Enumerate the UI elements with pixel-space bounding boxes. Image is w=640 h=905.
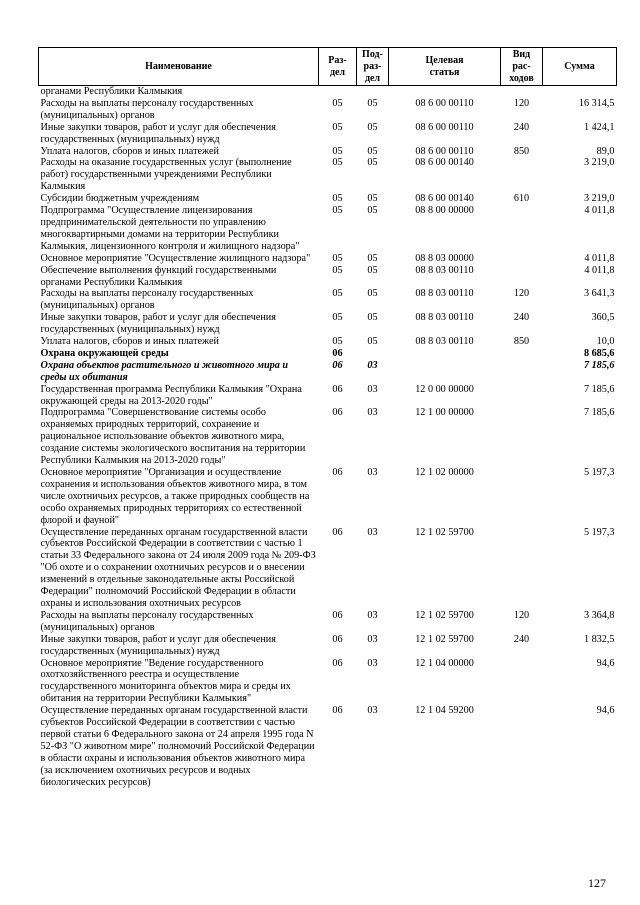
table-row	[39, 122, 617, 146]
row-expense-type	[501, 407, 543, 467]
header-name: Наименование	[39, 48, 319, 86]
table-row	[39, 288, 617, 312]
row-expense-type: 610	[513, 193, 530, 205]
row-target: 08 6 00 00140	[415, 157, 474, 169]
row-target	[389, 360, 501, 384]
row-expense-type: 120	[513, 97, 530, 109]
table-body	[39, 86, 617, 789]
row-target: 12 0 00 00000	[415, 383, 474, 395]
row-target	[389, 348, 501, 360]
row-amount: 4 011,8	[584, 205, 615, 217]
row-subsection: 05	[367, 264, 378, 276]
row-target: 12 1 04 59200	[415, 705, 474, 717]
row-name: органами Республики Калмыкия	[40, 86, 183, 97]
row-section: 05	[332, 264, 343, 276]
row-section: 05	[332, 312, 343, 324]
row-target: 08 6 00 00110	[415, 97, 474, 109]
row-expense-type	[501, 705, 543, 788]
row-section: 06	[332, 359, 343, 371]
table-row	[39, 312, 617, 336]
row-subsection: 05	[367, 145, 378, 157]
row-expense-type: 850	[513, 336, 530, 348]
table-row	[39, 658, 617, 706]
row-target	[389, 86, 501, 98]
row-subsection: 03	[367, 657, 378, 669]
row-subsection: 03	[367, 705, 378, 717]
row-amount: 94,6	[596, 657, 615, 669]
row-target: 08 8 03 00110	[415, 264, 474, 276]
row-name: Охрана окружающей среды	[40, 347, 169, 359]
row-subsection	[357, 86, 389, 98]
row-expense-type	[501, 658, 543, 706]
row-amount: 1 832,5	[583, 633, 615, 645]
row-amount: 360,5	[591, 312, 615, 324]
table-row	[39, 86, 617, 98]
table-row	[39, 205, 617, 253]
row-section: 05	[332, 252, 343, 264]
row-subsection: 05	[367, 336, 378, 348]
row-name: Осуществление переданных органам государственной власти субъектов Российской Федерации в соответствии с частью 1 статьи 33 Федерального закона от 24 июля 2009 года № 209-ФЗ "Об охоте и о сохранении охотничьих ресурсов и о внесении изменений в отдельные законодательные акты Российской Федерации" полномочий Российской Федерации в области охраны и использования охотничьих ресурсов	[40, 526, 316, 609]
row-subsection: 03	[367, 359, 378, 371]
row-subsection	[357, 348, 389, 360]
header-amount: Сумма	[543, 48, 617, 86]
row-amount: 1 424,1	[583, 121, 615, 133]
table-row	[39, 407, 617, 467]
row-subsection: 05	[367, 312, 378, 324]
page-number: 127	[588, 876, 606, 890]
row-subsection: 05	[367, 97, 378, 109]
row-name: Расходы на выплаты персоналу государственных (муниципальных) органов	[40, 97, 254, 121]
table-row	[39, 157, 617, 193]
table-row	[39, 527, 617, 610]
table-row	[39, 634, 617, 658]
row-expense-type: 240	[513, 121, 530, 133]
row-amount: 5 197,3	[583, 467, 615, 478]
row-name: Уплата налогов, сборов и иных платежей	[40, 336, 219, 348]
row-section: 06	[332, 705, 343, 717]
row-subsection: 03	[367, 633, 378, 645]
row-expense-type	[501, 205, 543, 253]
row-subsection: 05	[367, 288, 378, 300]
row-expense-type: 850	[513, 145, 530, 157]
row-target: 08 8 03 00110	[415, 336, 474, 348]
row-amount: 89,0	[596, 145, 615, 157]
row-section: 05	[332, 121, 343, 133]
row-subsection: 05	[367, 205, 378, 217]
row-target: 12 1 04 00000	[415, 657, 474, 669]
header-target: Целевая статья	[389, 48, 501, 86]
row-target: 08 6 00 00110	[415, 145, 474, 157]
row-section: 06	[332, 407, 343, 419]
table-row	[39, 467, 617, 527]
row-amount: 4 011,8	[584, 252, 615, 264]
row-subsection: 03	[367, 407, 378, 419]
row-expense-type: 120	[513, 609, 530, 621]
row-section: 05	[332, 157, 343, 169]
row-section: 06	[332, 383, 343, 395]
row-name: Расходы на оказание государственных услуг (выполнение работ) государственными учреждениями Республики Калмыкия	[40, 157, 292, 193]
row-section	[319, 86, 357, 98]
row-target: 08 8 03 00110	[415, 312, 474, 324]
row-name: Расходы на выплаты персоналу государственных (муниципальных) органов	[40, 288, 254, 312]
row-name: Субсидии бюджетным учреждениям	[40, 193, 200, 205]
budget-table	[38, 47, 617, 788]
row-subsection: 05	[367, 121, 378, 133]
row-target: 12 1 00 00000	[415, 407, 474, 419]
row-amount: 7 185,6	[583, 359, 615, 371]
row-expense-type	[501, 265, 543, 289]
row-expense-type	[501, 360, 543, 384]
row-section: 05	[332, 205, 343, 217]
table-row	[39, 253, 617, 265]
row-section: 05	[332, 145, 343, 157]
header-section: Раз- дел	[319, 48, 357, 86]
row-expense-type	[501, 157, 543, 193]
table-row	[39, 705, 617, 788]
row-amount: 3 219,0	[583, 157, 615, 169]
row-amount: 7 185,6	[583, 383, 615, 395]
row-section: 05	[332, 97, 343, 109]
row-subsection: 05	[367, 252, 378, 264]
row-target: 08 8 00 00000	[415, 205, 474, 217]
row-name: Расходы на выплаты персоналу государственных (муниципальных) органов	[40, 609, 254, 633]
row-target: 08 6 00 00110	[415, 121, 474, 133]
row-name: Иные закупки товаров, работ и услуг для обеспечения государственных (муниципальных) нужд	[40, 121, 276, 145]
table-row	[39, 146, 617, 158]
header-subsection: Под- раз- дел	[357, 48, 389, 86]
row-expense-type: 120	[513, 288, 530, 300]
row-amount: 16 314,5	[578, 97, 615, 109]
row-name: Уплата налогов, сборов и иных платежей	[40, 145, 219, 157]
row-section: 06	[332, 609, 343, 621]
row-expense-type	[501, 467, 543, 527]
row-target: 08 6 00 00140	[415, 193, 474, 205]
row-expense-type: 240	[513, 312, 530, 324]
row-name: Подпрограмма "Осуществление лицензирования предпринимательской деятельности по управлению многоквартирными домами на территории Республики Калмыкия, лицензионного контроля и жилищного надзора"	[40, 205, 300, 252]
row-name: Обеспечение выполнения функций государственными органами Республики Калмыкия	[40, 264, 277, 288]
row-section: 06	[332, 657, 343, 669]
row-target: 12 1 02 59700	[415, 609, 474, 621]
row-section: 06	[332, 633, 343, 645]
table-header-row	[39, 48, 617, 86]
row-target: 12 1 02 00000	[415, 467, 474, 478]
row-amount: 3 219,0	[583, 193, 615, 205]
header-expense-type: Вид рас- ходов	[501, 48, 543, 86]
row-name: Иные закупки товаров, работ и услуг для обеспечения государственных (муниципальных) нужд	[40, 633, 276, 657]
table-row	[39, 336, 617, 348]
row-name: Основное мероприятие "Ведение государственного охотхозяйственного реестра и осуществление государственного мониторинга объектов мира и среды их обитания на территории Республики Калмыкия"	[40, 657, 291, 705]
row-section: 05	[332, 336, 343, 348]
row-subsection: 03	[367, 383, 378, 395]
row-name: Основное мероприятие "Организация и осуществление сохранения и использования объектов животного мира, в том числе охотничьих ресурсов, а также природных сообществ на особо охраняемых природных территориях со естественной флорой и фауной"	[40, 467, 310, 526]
row-amount: 8 685,6	[583, 347, 615, 359]
table-row	[39, 384, 617, 408]
row-amount: 4 011,8	[584, 264, 615, 276]
row-expense-type	[501, 86, 543, 98]
row-amount: 3 641,3	[583, 288, 615, 300]
table-row	[39, 348, 617, 360]
table-row	[39, 265, 617, 289]
table-row	[39, 610, 617, 634]
row-subsection: 05	[367, 157, 378, 169]
row-amount: 3 364,8	[583, 609, 615, 621]
row-section: 06	[332, 526, 343, 538]
row-target: 08 8 03 00110	[415, 288, 474, 300]
table-row	[39, 98, 617, 122]
budget-document	[38, 47, 616, 788]
row-name: Подпрограмма "Совершенствование системы особо охраняемых природных территорий, сохранение и рациональное использование объектов животного мира, создание системы экологического воспитания на территории Республики Калмыкия на 2013-2020 годы"	[40, 407, 306, 467]
row-name: Основное мероприятие "Осуществление жилищного надзора"	[40, 252, 311, 264]
row-amount: 10,0	[596, 336, 615, 348]
row-target: 12 1 02 59700	[415, 633, 474, 645]
table-row	[39, 193, 617, 205]
row-target: 08 8 03 00000	[415, 252, 474, 264]
row-expense-type	[501, 384, 543, 408]
row-expense-type	[501, 348, 543, 360]
row-subsection: 03	[367, 467, 378, 478]
row-section: 05	[332, 288, 343, 300]
row-subsection: 03	[367, 526, 378, 538]
row-name: Иные закупки товаров, работ и услуг для обеспечения государственных (муниципальных) нужд	[40, 312, 276, 336]
row-name: Охрана объектов растительного и животного мира и среды их обитания	[40, 359, 289, 383]
row-section: 06	[332, 347, 343, 359]
row-amount: 7 185,6	[583, 407, 615, 419]
row-expense-type	[501, 527, 543, 610]
row-expense-type: 240	[513, 633, 530, 645]
row-section: 05	[332, 193, 343, 205]
row-name: Государственная программа Республики Калмыкия "Охрана окружающей среды на 2013-2020 годы"	[40, 383, 302, 407]
row-subsection: 03	[367, 609, 378, 621]
row-amount: 5 197,3	[583, 526, 615, 538]
row-section: 06	[332, 467, 343, 478]
row-name: Осуществление переданных органам государственной власти субъектов Российской Федерации в соответствии с частью первой статьи 6 Федерального закона от 24 апреля 1995 года N 52-ФЗ "О животном мире" полномочий Российской Федерации в области охраны и использования объектов животного мира (за исключением охотничьих ресурсов и водных биологических ресурсов)	[40, 705, 315, 788]
row-expense-type	[501, 253, 543, 265]
table-row	[39, 360, 617, 384]
row-amount	[543, 86, 617, 98]
row-amount: 94,6	[596, 705, 615, 717]
row-subsection: 05	[367, 193, 378, 205]
row-target: 12 1 02 59700	[415, 526, 474, 538]
